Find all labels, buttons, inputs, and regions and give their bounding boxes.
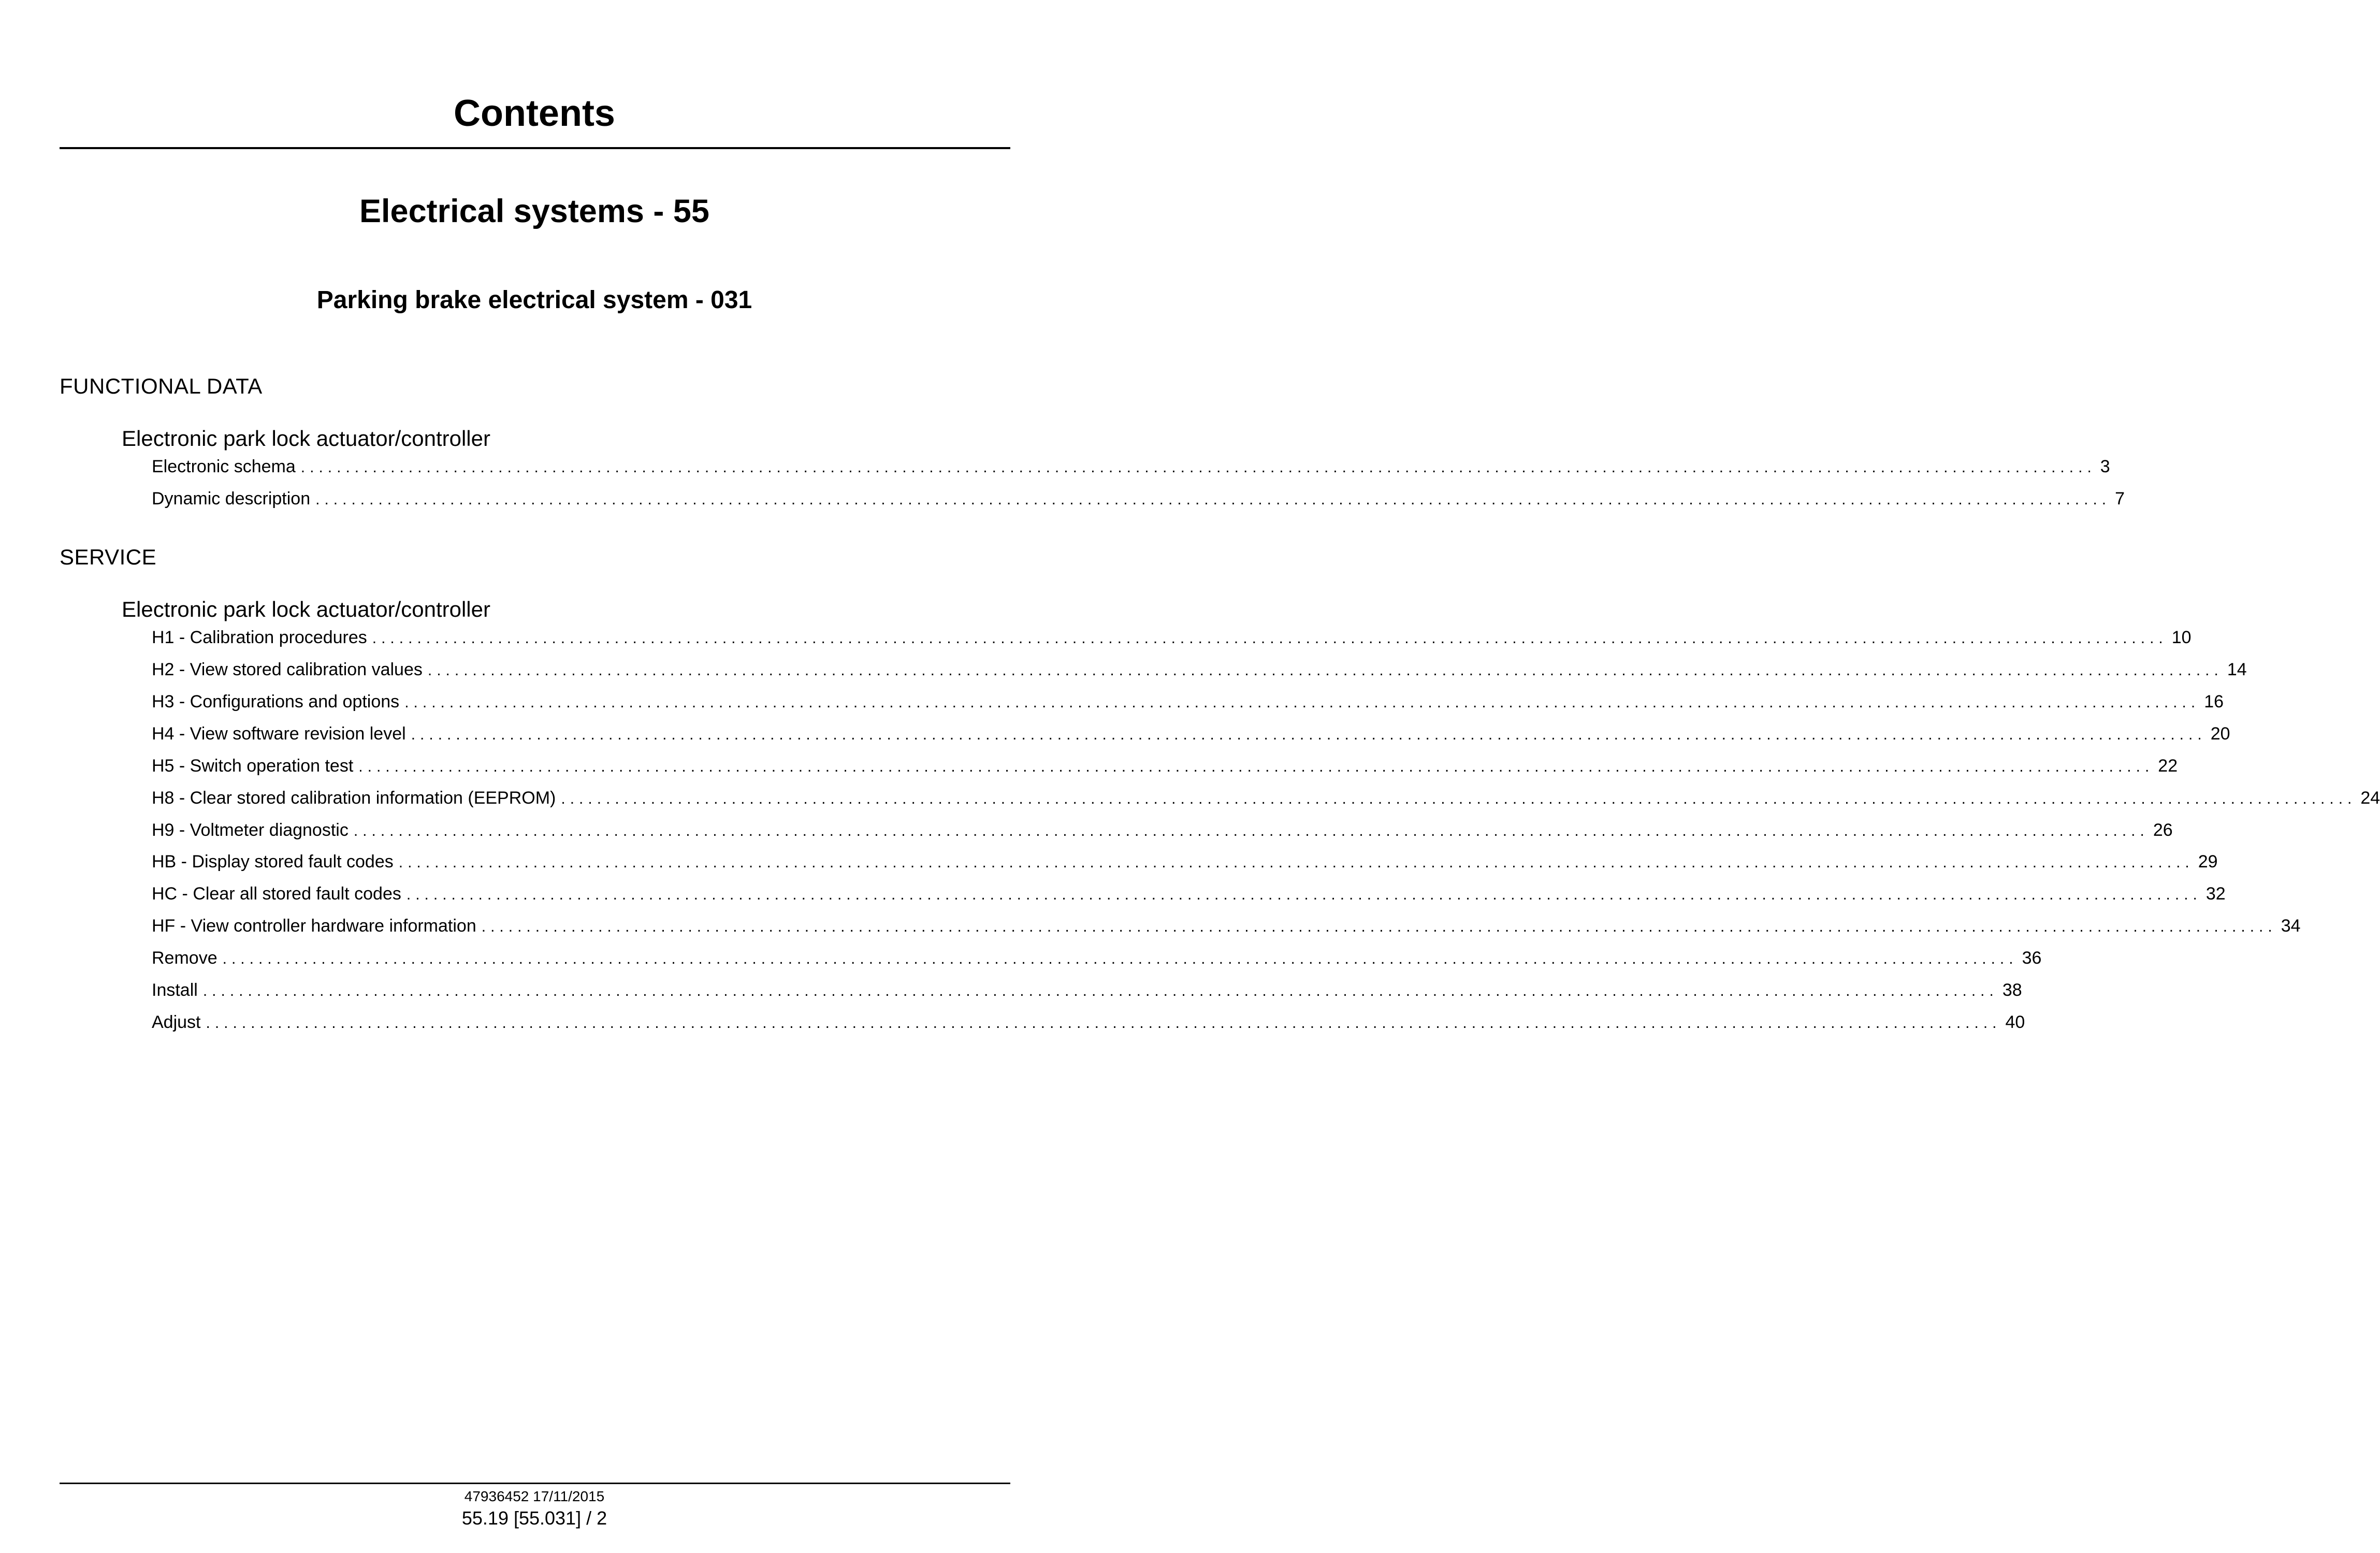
toc-entry-h2[interactable] <box>152 657 2247 683</box>
group-heading-service: SERVICE <box>60 545 157 569</box>
toc-entry-page: 40 <box>2005 1012 2025 1032</box>
toc-entry-install[interactable] <box>152 977 2022 1003</box>
toc-entry-page: 38 <box>2002 980 2022 1000</box>
group-heading-functional-data: FUNCTIONAL DATA <box>60 374 263 398</box>
toc-entry-adjust[interactable] <box>152 1009 2025 1035</box>
dot-leader: ........................................................................................................................................................................................................ <box>315 491 2111 508</box>
toc-entry-remove[interactable] <box>152 945 2042 971</box>
topic-heading: Electronic park lock actuator/controller <box>122 597 490 621</box>
toc-entry-page: 22 <box>2158 756 2178 776</box>
toc-entry-page: 29 <box>2198 852 2218 872</box>
toc-entry-label: HB - Display stored fault codes <box>152 852 394 872</box>
toc-entry-page: 36 <box>2022 948 2042 968</box>
dot-leader: ........................................................................................................................................................................................................ <box>561 790 2357 807</box>
dot-leader: ........................................................................................................................................................................................................ <box>427 662 2223 679</box>
toc-entry-page: 34 <box>2281 916 2301 936</box>
toc-entry-label: Install <box>152 980 198 1000</box>
toc-entry-page: 14 <box>2227 660 2247 679</box>
footer-divider <box>60 1483 1010 1484</box>
toc-entry-label: Dynamic description <box>152 489 311 509</box>
footer-document-code: 47936452 17/11/2015 <box>464 1488 605 1504</box>
dot-leader: ........................................................................................................................................................................................................ <box>206 1014 2001 1032</box>
toc-entry-page: 10 <box>2171 628 2192 647</box>
toc-entry-h4[interactable] <box>152 721 2230 747</box>
toc-entry-label: H4 - View software revision level <box>152 724 406 744</box>
toc-entry-hc[interactable] <box>152 881 2226 907</box>
toc-entry-h1[interactable] <box>152 625 2192 650</box>
toc-entry-dynamic-description[interactable] <box>152 486 2125 512</box>
toc-entry-h9[interactable] <box>152 817 2173 843</box>
toc-entry-label: H3 - Configurations and options <box>152 692 400 712</box>
toc-entry-label: HC - Clear all stored fault codes <box>152 884 401 904</box>
section-title: Electrical systems - 55 <box>359 193 709 229</box>
dot-leader: ........................................................................................................................................................................................................ <box>202 982 1998 999</box>
toc-entry-electronic-schema[interactable] <box>152 454 2110 480</box>
toc-entry-page: 20 <box>2210 724 2230 744</box>
subsection-title: Parking brake electrical system - 031 <box>316 286 752 314</box>
dot-leader: ........................................................................................................................................................................................................ <box>353 822 2149 839</box>
dot-leader: ........................................................................................................................................................................................................ <box>300 459 2096 476</box>
footer-page-reference: 55.19 [55.031] / 2 <box>461 1507 607 1529</box>
toc-entry-page: 16 <box>2204 692 2224 712</box>
page-title: Contents <box>454 93 615 134</box>
toc-entry-label: HF - View controller hardware information <box>152 916 476 936</box>
toc-entry-h8[interactable] <box>152 785 2380 811</box>
dot-leader: ........................................................................................................................................................................................................ <box>481 918 2277 935</box>
dot-leader: ........................................................................................................................................................................................................ <box>411 726 2207 743</box>
toc-entry-page: 3 <box>2100 457 2110 476</box>
toc-entry-h5[interactable] <box>152 753 2178 779</box>
toc-entry-hb[interactable] <box>152 849 2218 875</box>
toc-entry-label: H2 - View stored calibration values <box>152 660 423 679</box>
toc-entry-label: Electronic schema <box>152 457 296 476</box>
toc-entry-page: 7 <box>2115 489 2125 509</box>
toc-entry-label: H5 - Switch operation test <box>152 756 354 776</box>
dot-leader: ........................................................................................................................................................................................................ <box>406 886 2202 903</box>
dot-leader: ........................................................................................................................................................................................................ <box>358 758 2154 775</box>
toc-entry-page: 26 <box>2153 820 2173 840</box>
dot-leader: ........................................................................................................................................................................................................ <box>404 694 2200 711</box>
toc-entry-label: Adjust <box>152 1012 201 1032</box>
dot-leader: ........................................................................................................................................................................................................ <box>222 950 2018 967</box>
topic-heading: Electronic park lock actuator/controller <box>122 426 490 451</box>
header-divider <box>60 147 1010 149</box>
toc-entry-label: H8 - Clear stored calibration information (EEPROM) <box>152 788 556 808</box>
toc-entry-page: 24 <box>2360 788 2380 808</box>
toc-entry-label: H9 - Voltmeter diagnostic <box>152 820 349 840</box>
dot-leader: ........................................................................................................................................................................................................ <box>398 854 2194 871</box>
toc-entry-label: Remove <box>152 948 217 968</box>
toc-entry-h3[interactable] <box>152 689 2224 715</box>
toc-entry-label: H1 - Calibration procedures <box>152 628 367 647</box>
dot-leader: ........................................................................................................................................................................................................ <box>372 630 2168 647</box>
toc-entry-page: 32 <box>2205 884 2226 904</box>
toc-entry-hf[interactable] <box>152 913 2301 939</box>
